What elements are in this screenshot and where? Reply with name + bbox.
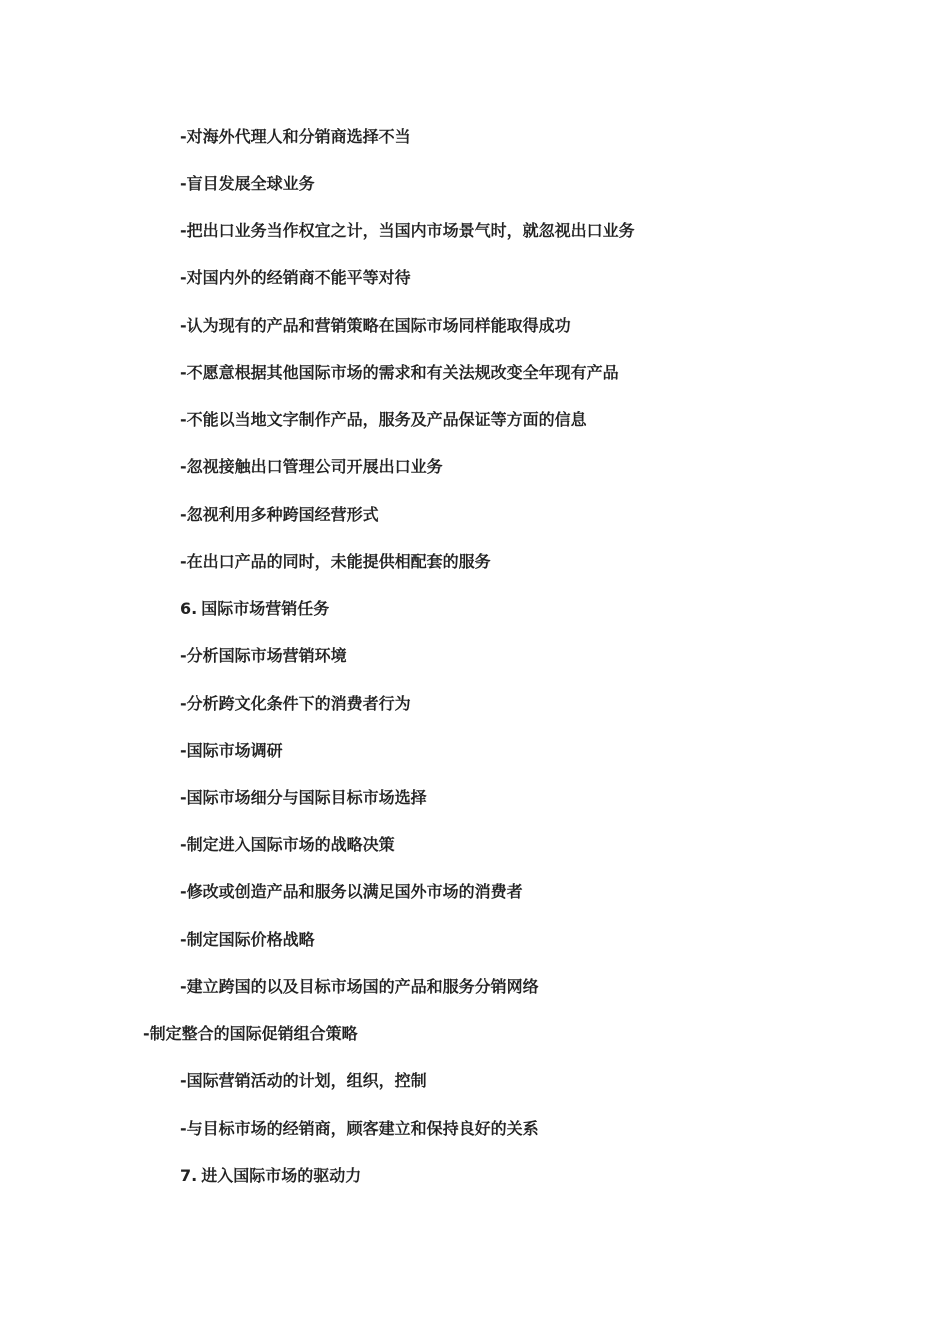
text-line: -不能以当地文字制作产品，服务及产品保证等方面的信息 xyxy=(180,410,587,429)
text-line: -建立跨国的以及目标市场国的产品和服务分销网络 xyxy=(180,977,539,996)
text-line: -制定进入国际市场的战略决策 xyxy=(180,835,395,854)
text-line: -不愿意根据其他国际市场的需求和有关法规改变全年现有产品 xyxy=(180,363,619,382)
text-line: -把出口业务当作权宜之计，当国内市场景气时，就忽视出口业务 xyxy=(180,221,635,240)
text-line: -修改或创造产品和服务以满足国外市场的消费者 xyxy=(180,882,523,901)
section-title: 进入国际市场的驱动力 xyxy=(201,1166,362,1185)
section-title: 国际市场营销任务 xyxy=(201,599,330,618)
text-line: -国际市场细分与国际目标市场选择 xyxy=(180,788,427,807)
text-line: -对国内外的经销商不能平等对待 xyxy=(180,268,411,287)
text-line: -制定国际价格战略 xyxy=(180,930,315,949)
text-line: -对海外代理人和分销商选择不当 xyxy=(180,127,411,146)
section-number: 6. xyxy=(180,599,198,618)
text-line: -认为现有的产品和营销策略在国际市场同样能取得成功 xyxy=(180,316,571,335)
text-line: -国际市场调研 xyxy=(180,741,283,760)
text-line: -忽视接触出口管理公司开展出口业务 xyxy=(180,457,443,476)
text-line: -分析国际市场营销环境 xyxy=(180,646,347,665)
text-line: -分析跨文化条件下的消费者行为 xyxy=(180,694,411,713)
text-line: -与目标市场的经销商，顾客建立和保持良好的关系 xyxy=(180,1119,539,1138)
text-line: -盲目发展全球业务 xyxy=(180,174,315,193)
text-line: -忽视利用多种跨国经营形式 xyxy=(180,505,379,524)
text-line: -在出口产品的同时，未能提供相配套的服务 xyxy=(180,552,491,571)
section-heading xyxy=(180,1166,361,1186)
text-line: -制定整合的国际促销组合策略 xyxy=(143,1024,358,1043)
section-heading xyxy=(180,599,329,619)
section-number: 7. xyxy=(180,1166,198,1185)
text-line: -国际营销活动的计划，组织，控制 xyxy=(180,1071,427,1090)
